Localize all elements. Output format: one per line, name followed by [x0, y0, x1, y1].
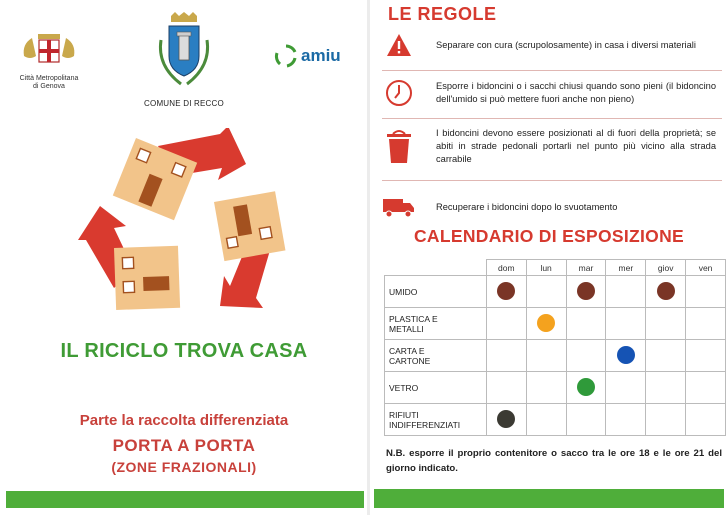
rule-divider: [382, 70, 722, 71]
day-header: dom: [486, 260, 526, 276]
calendar-row: [385, 340, 726, 372]
citta-metropolitana-logo: [14, 28, 84, 91]
collection-dot: [537, 314, 555, 332]
day-cell: [646, 276, 686, 308]
day-cell: [646, 404, 686, 436]
comune-di-recco-logo: [138, 10, 230, 108]
amiu-label: amiu: [301, 46, 341, 65]
collection-dot: [577, 282, 595, 300]
calendar-corner: [385, 260, 487, 276]
rule-expose: [382, 78, 722, 108]
day-header: mer: [606, 260, 646, 276]
day-cell: [526, 404, 566, 436]
day-cell: [606, 404, 646, 436]
waste-type-label: PLASTICA E METALLI: [385, 308, 487, 340]
house-right: [214, 191, 285, 261]
day-cell: [606, 308, 646, 340]
calendar-row: [385, 308, 726, 340]
rule-separate: [382, 30, 722, 60]
day-cell: [646, 308, 686, 340]
day-cell: [526, 276, 566, 308]
rule-recover: [382, 192, 722, 222]
subtitle-porta-a-porta: PORTA A PORTA: [112, 436, 256, 455]
tagline: IL RICICLO TROVA CASA: [60, 340, 308, 362]
rule-position: [382, 127, 722, 166]
day-cell: [686, 340, 726, 372]
day-cell: [566, 276, 606, 308]
day-cell: [686, 276, 726, 308]
day-cell: [486, 340, 526, 372]
calendar-row: [385, 372, 726, 404]
calendar-row: [385, 276, 726, 308]
green-footer-bar-left: [6, 491, 364, 508]
collection-dot: [657, 282, 675, 300]
rules-title: LE REGOLE: [388, 4, 497, 24]
day-header: ven: [686, 260, 726, 276]
day-header: giov: [646, 260, 686, 276]
rule-text: I bidoncini devono essere posizionati al di fuori della proprietà; se abiti in strade pedonali portarli nel punto più vicino alla strada carrabile: [436, 128, 716, 164]
waste-type-label: UMIDO: [385, 276, 487, 308]
collection-calendar: [384, 259, 726, 436]
day-cell: [686, 404, 726, 436]
subtitle-zone-frazionali: (ZONE FRAZIONALI): [111, 459, 257, 475]
day-cell: [526, 372, 566, 404]
day-cell: [566, 340, 606, 372]
rule-divider: [382, 118, 722, 119]
waste-type-label: VETRO: [385, 372, 487, 404]
rule-divider: [382, 180, 722, 181]
house-bottom: [114, 246, 180, 310]
day-header: mar: [566, 260, 606, 276]
rule-text: Separare con cura (scrupolosamente) in casa i diversi materiali: [436, 39, 696, 50]
day-cell: [686, 308, 726, 340]
day-cell: [486, 276, 526, 308]
day-cell: [526, 340, 566, 372]
rule-text: Esporre i bidoncini o i sacchi chiusi quando sono pieni (il bidoncino dell'umido si può mettere fuori anche non pieno): [436, 81, 716, 104]
coat-of-arms-icon: [14, 28, 84, 68]
recco-label: COMUNE DI RECCO: [144, 99, 224, 108]
exposure-note: N.B. esporre il proprio contenitore o sacco tra le ore 18 e le ore 21 del giorno indicato.: [386, 448, 722, 474]
subtitle-raccolta: Parte la raccolta differenziata: [79, 412, 289, 429]
collection-dot: [617, 346, 635, 364]
recco-crest-icon: [149, 10, 219, 92]
collection-dot: [497, 410, 515, 428]
collection-dot: [577, 378, 595, 396]
day-cell: [486, 404, 526, 436]
clock-icon: [382, 78, 416, 108]
calendar-header-row: [385, 260, 726, 276]
warning-icon: [382, 30, 416, 60]
day-cell: [566, 404, 606, 436]
day-cell: [486, 372, 526, 404]
recycle-houses-illustration: [78, 128, 288, 318]
waste-type-label: CARTA E CARTONE: [385, 340, 487, 372]
day-cell: [486, 308, 526, 340]
day-header: lun: [526, 260, 566, 276]
amiu-logo: [274, 44, 356, 68]
day-cell: [606, 340, 646, 372]
day-cell: [646, 372, 686, 404]
day-cell: [606, 276, 646, 308]
rule-text: Recuperare i bidoncini dopo lo svuotamento: [436, 201, 618, 212]
waste-type-label: RIFIUTI INDIFFERENZIATI: [385, 404, 487, 436]
calendar-title: CALENDARIO DI ESPOSIZIONE: [413, 226, 685, 246]
day-cell: [526, 308, 566, 340]
day-cell: [606, 372, 646, 404]
day-cell: [646, 340, 686, 372]
amiu-recycle-icon: [274, 44, 298, 68]
truck-icon: [382, 192, 416, 222]
bin-icon: [382, 132, 416, 162]
metro-label: Città Metropolitana di Genova: [19, 75, 79, 90]
green-footer-bar-right: [374, 489, 724, 508]
day-cell: [686, 372, 726, 404]
day-cell: [566, 308, 606, 340]
collection-dot: [497, 282, 515, 300]
right-page: [370, 0, 728, 515]
day-cell: [566, 372, 606, 404]
calendar-row: [385, 404, 726, 436]
